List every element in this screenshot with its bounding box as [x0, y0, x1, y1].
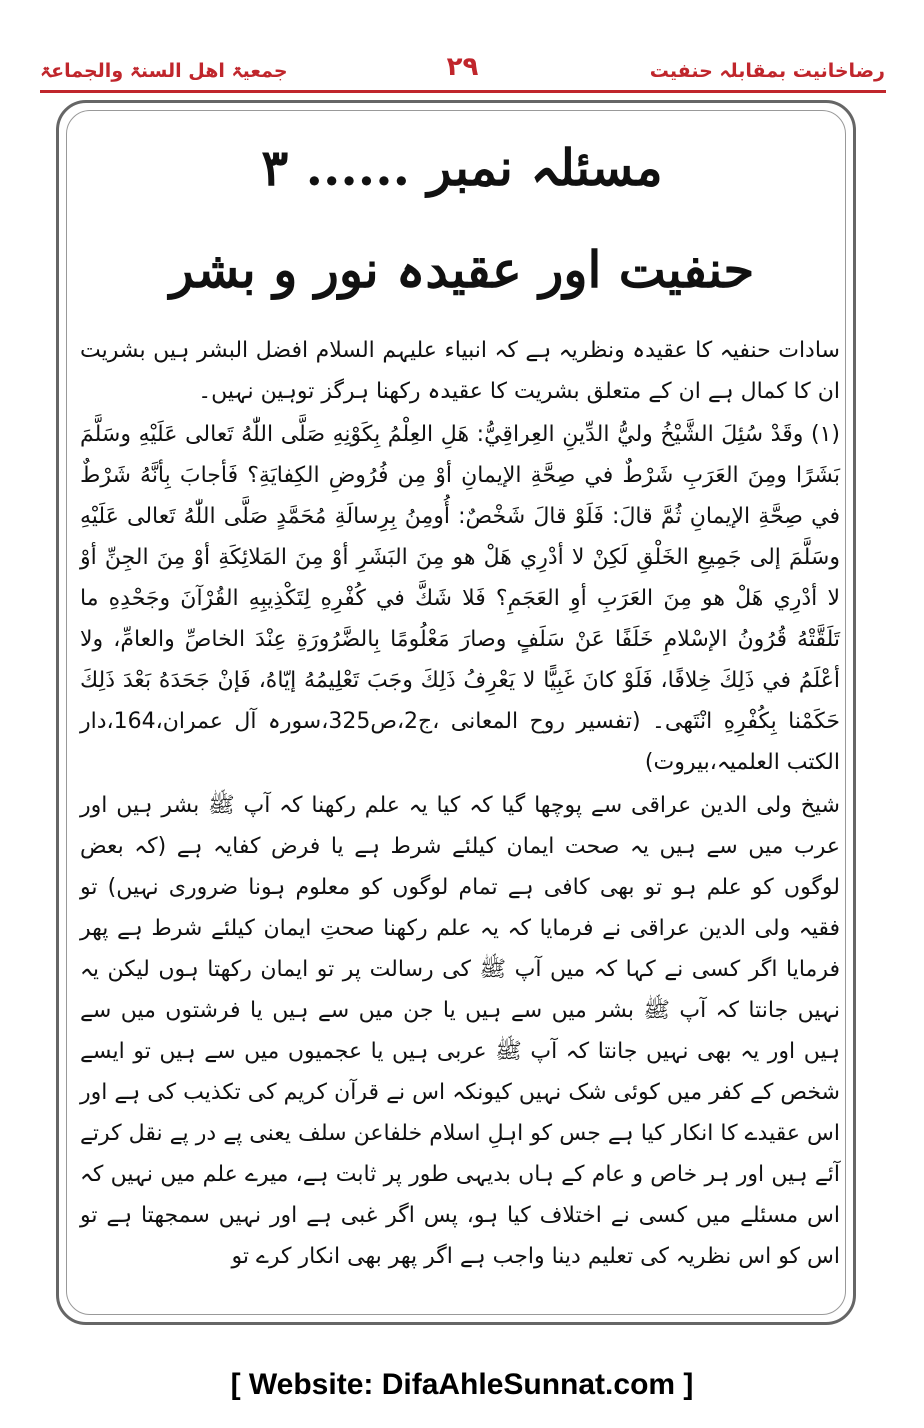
website-footer: [ Website: DifaAhleSunnat.com ]: [230, 1368, 694, 1401]
header-organization: جمعیۃ اھل السنۃ والجماعۃ: [40, 60, 288, 82]
arabic-quote-paragraph: (۱) وقَدْ سُئِلَ الشَّيْخُ وليُّ الدِّينِ العِراقِيُّ: هَلِ العِلْمُ بِكَوْنِهِ صَلَّى اللّٰهُ تَعالى عَلَيْهِ وسَلَّمَ بَشَرًا ومِنَ العَرَبِ شَرْطٌ في صِحَّةِ الإيمانِ أوْ مِن فُرُوضِ الكِفايَةِ؟ فَأجابَ بِأنَّهُ شَرْطٌ في صِحَّةِ الإيمانِ ثُمَّ قالَ: فَلَوْ قالَ شَخْصٌ: أُومِنُ بِرِسالَةِ مُحَمَّدٍ صَلَّى اللّٰهُ تَعالى عَلَيْهِ وسَلَّمَ إلى جَمِيعِ الخَلْقِ لَكِنْ لا أدْرِي هَلْ هو مِنَ البَشَرِ أوْ مِنَ المَلائِكَةِ أوْ مِنَ الجِنِّ أوْ لا أدْرِي هَلْ هو مِنَ العَرَبِ أوِ العَجَمِ؟ فَلا شَكَّ في كُفْرِهِ لِتَكْذِيبِهِ القُرْآنَ وجَحْدِهِ ما تَلَقَّتْهُ قُرُونُ الإسْلامِ خَلَفًا عَنْ سَلَفٍ وصارَ مَعْلُومًا بِالضَّرُورَةِ عِنْدَ الخاصِّ والعامِّ، ولا أعْلَمُ في ذَلِكَ خِلافًا، فَلَوْ كانَ غَبِيًّا لا يَعْرِفُ ذَلِكَ وجَبَ تَعْلِيمُهُ إيّاهُ، فَإنْ جَحَدَهُ بَعْدَ ذَلِكَ حَكَمْنا بِكُفْرِهِ انْتَهى۔ (تفسیر روح المعانی ،ج2،ص325،سورہ آل عمران،164،دار الکتب العلمیہ،بیروت): [80, 422, 840, 775]
issue-number-title: مسئلہ نمبر ...... ۳: [261, 138, 663, 197]
page-body: [80, 330, 840, 1277]
translation-paragraph: شیخ ولی الدین عراقی سے پوچھا گیا کہ کیا یہ علم رکھنا کہ آپ ﷺ بشر ہیں اور عرب میں سے ہیں یہ صحت ایمان کیلئے شرط ہے یا فرض کفایہ ہے (کہ بعض لوگوں کو علم ہو تو بھی کافی ہے تمام لوگوں کو معلوم ہونا ضروری نہیں) تو فقیہ ولی الدین عراقی نے فرمایا کہ یہ علم رکھنا صحتِ ایمان کیلئے شرط ہے پھر فرمایا اگر کسی نے کہا کہ میں آپ ﷺ کی رسالت پر تو ایمان رکھتا ہوں لیکن یہ نہیں جانتا کہ آپ ﷺ بشر میں سے ہیں یا جن میں سے ہیں یا فرشتوں میں سے ہیں اور یہ بھی نہیں جانتا کہ آپ ﷺ عربی ہیں یا عجمیوں میں سے ہیں تو ایسے شخص کے کفر میں کوئی شک نہیں کیونکہ اس نے قرآن کریم کی تکذیب کی ہے اور اس عقیدے کا انکار کیا ہے جس کو اہلِ اسلام خلفاعن سلف یعنی پے در پے نقل کرتے آئے ہیں اور ہر خاص و عام کے ہاں بدیہی طور پر ثابت ہے، میرے علم میں نہیں کہ اس مسئلے میں کسی نے اختلاف کیا ہو، پس اگر غبی ہے اور نہیں سمجھتا ہے تو اس کو اس نظریہ کی تعلیم دینا واجب ہے اگر پھر بھی انکار کرے تو: [80, 793, 840, 1269]
header-divider: [40, 90, 886, 93]
header-book-title: رضاخانیت بمقابلہ حنفیت: [649, 60, 885, 82]
page-header: [40, 52, 885, 92]
section-heading: حنفیت اور عقیدہ نور و بشر: [169, 240, 755, 299]
intro-paragraph: سادات حنفیہ کا عقیدہ ونظریہ ہے کہ انبیاء علیہم السلام افضل البشر ہیں بشریت ان کا کمال ہے ان کے متعلق بشریت کا عقیدہ رکھنا ہرگز توہین نہیں۔: [80, 338, 840, 404]
page-number: ۲۹: [446, 52, 479, 82]
